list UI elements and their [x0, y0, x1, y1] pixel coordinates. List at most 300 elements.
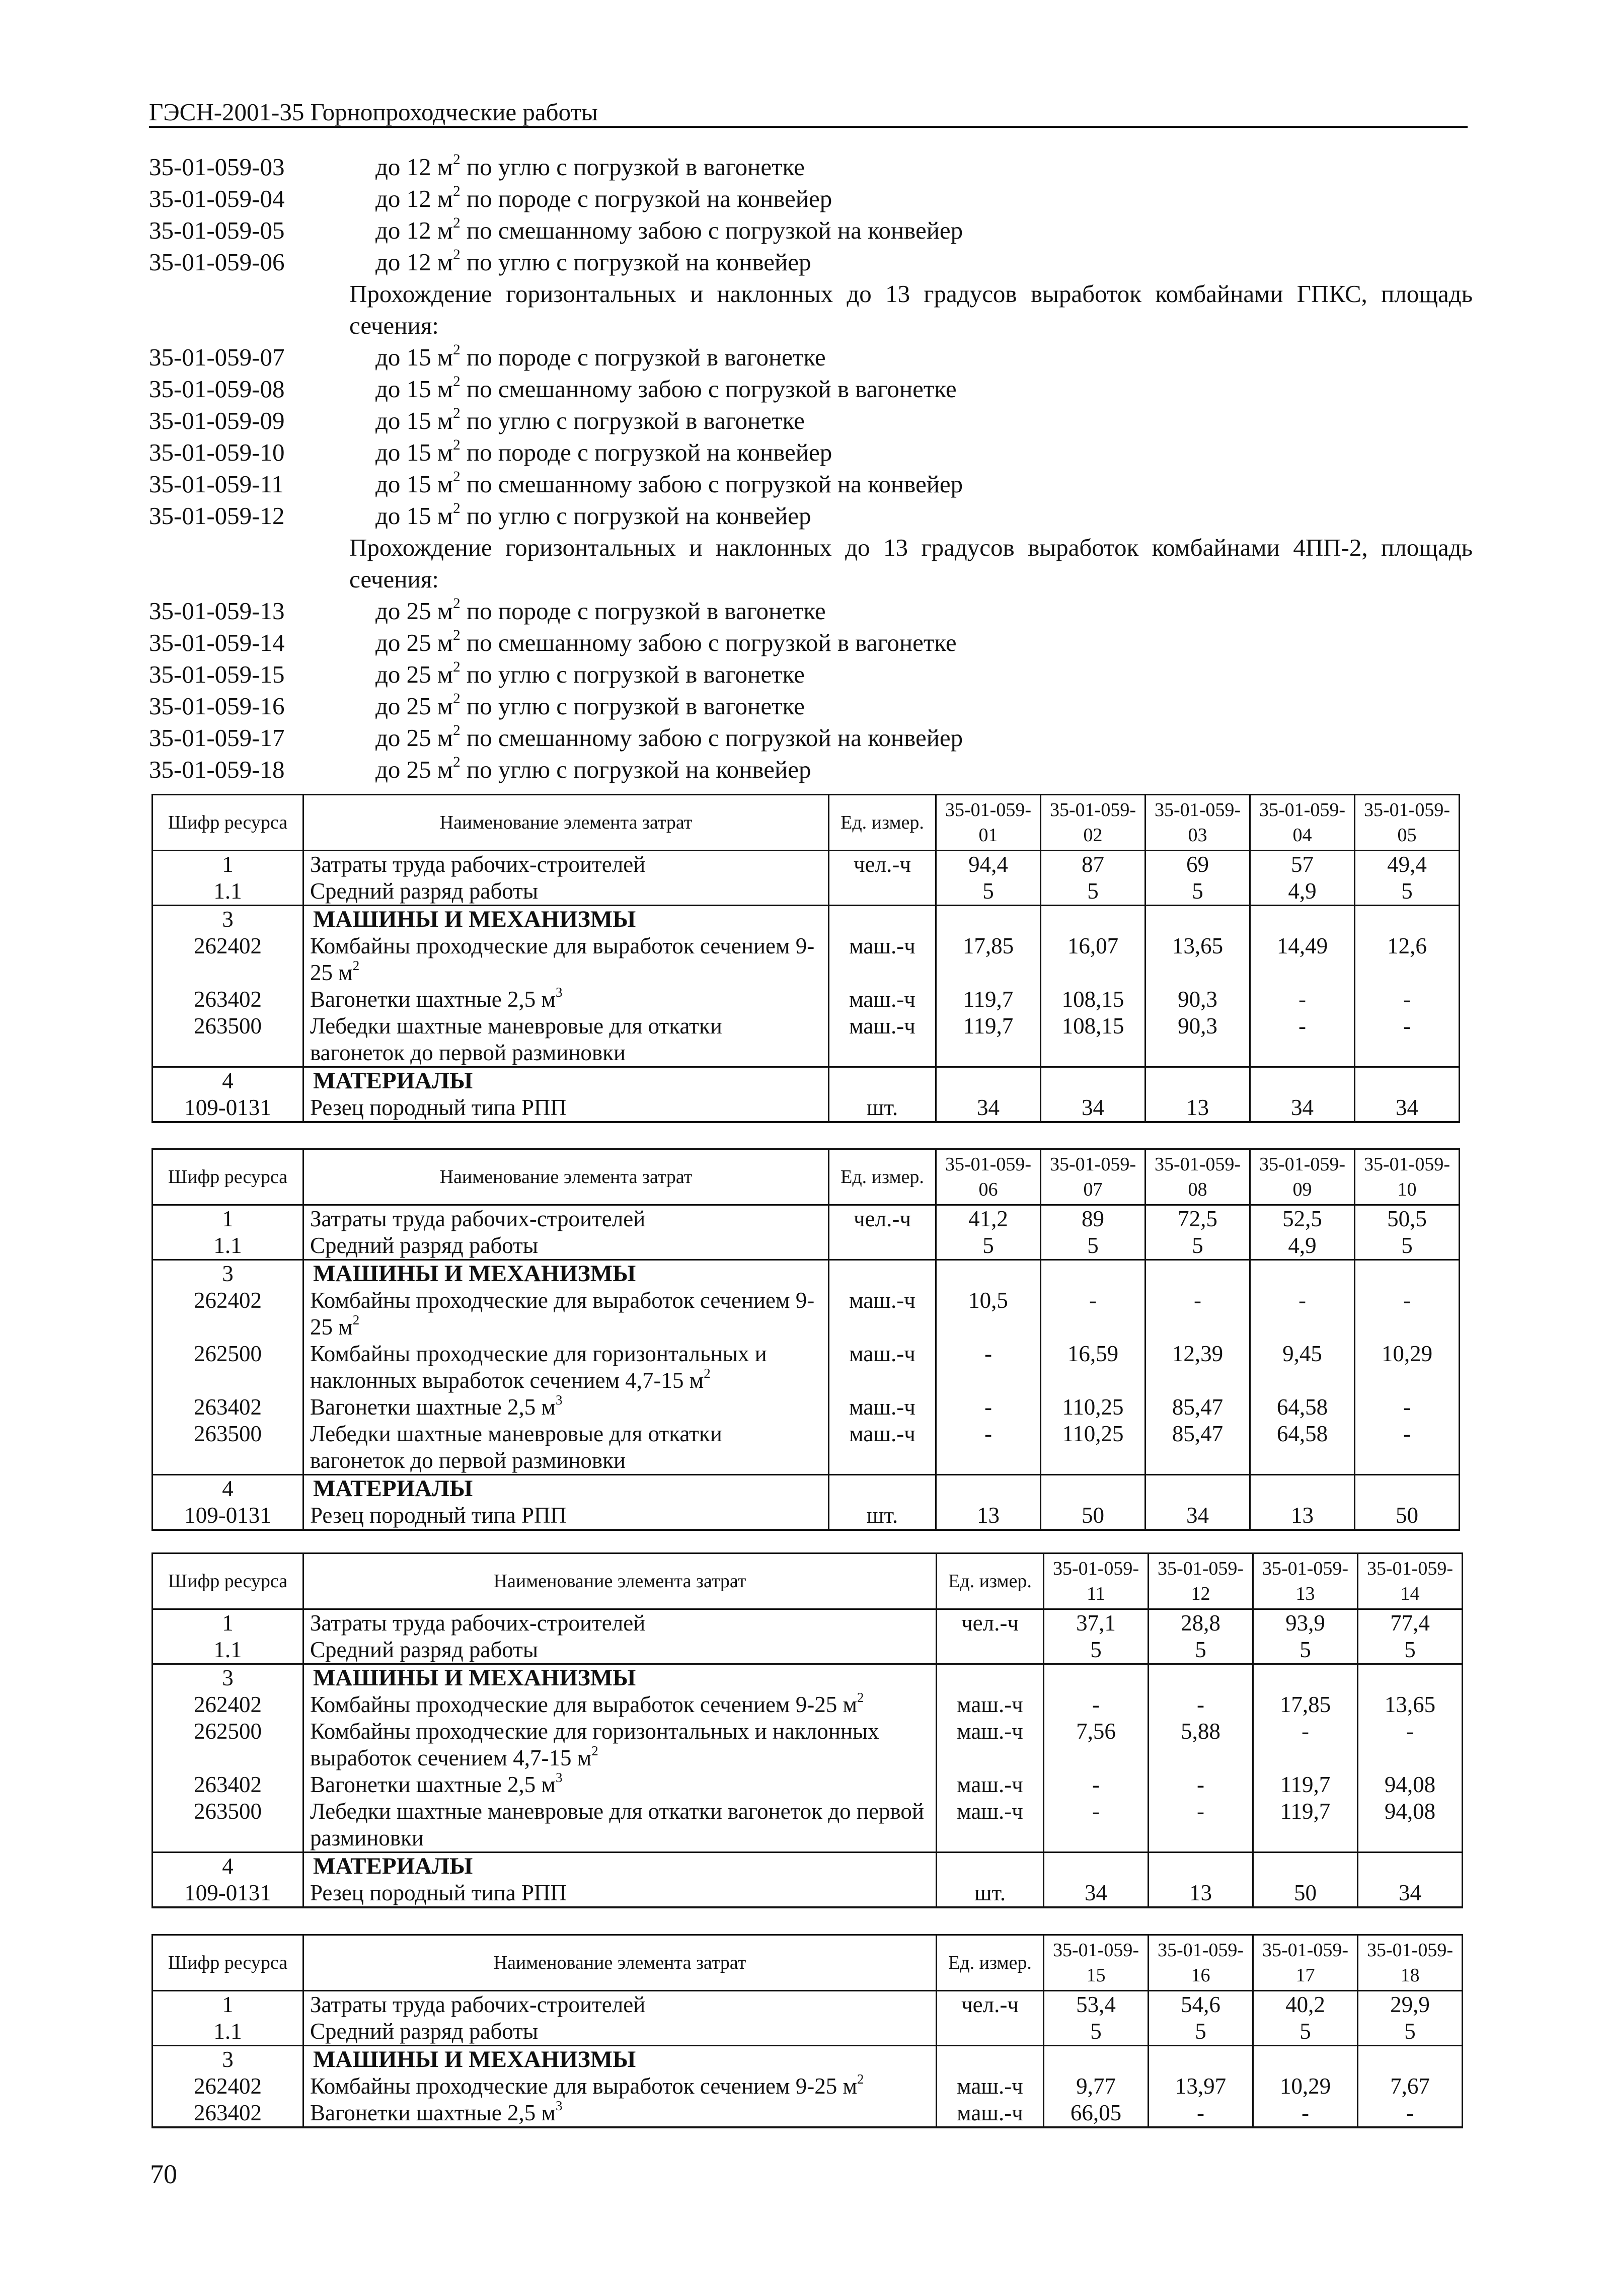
intro-text-post: по углю с погрузкой в вагонетке — [460, 660, 805, 688]
unit-cell: чел.-ч — [937, 1609, 1044, 1637]
table-row — [152, 1013, 1460, 1067]
section-row — [152, 1475, 1460, 1503]
intro-sup: 2 — [452, 436, 461, 453]
unit-cell — [829, 906, 936, 933]
resource-code: 262402 — [152, 933, 303, 986]
value-cell: 7,56 — [1044, 1718, 1149, 1771]
table-row — [152, 1718, 1463, 1771]
value-cell — [1253, 1853, 1358, 1880]
intro-item — [149, 341, 1473, 373]
value-cell: 50 — [1355, 1502, 1460, 1530]
resource-code: 262402 — [152, 2073, 303, 2100]
unit-cell: чел.-ч — [829, 1205, 936, 1233]
intro-text-pre: до 12 м — [375, 248, 453, 276]
resource-name-text: Комбайны проходческие для выработок сечением 9-25 м — [310, 1692, 857, 1717]
intro-text-pre: до 25 м — [375, 692, 453, 720]
header-row — [152, 1553, 1463, 1609]
value-cell: - — [936, 1421, 1041, 1475]
intro-sup: 2 — [452, 246, 461, 263]
value-cell: 53,4 — [1044, 1991, 1149, 2019]
resource-code: 3 — [152, 906, 303, 933]
value-cell: 13,65 — [1358, 1691, 1463, 1718]
resource-code: 1 — [152, 851, 303, 878]
header-column-code: 35-01-059-16 — [1149, 1935, 1253, 1991]
value-cell: 50 — [1253, 1880, 1358, 1907]
resource-name — [303, 2100, 937, 2127]
resource-name-text: Вагонетки шахтные 2,5 м — [310, 1394, 556, 1420]
value-cell: 13 — [1250, 1502, 1355, 1530]
resource-name — [303, 1798, 937, 1853]
table-row — [152, 1205, 1460, 1233]
value-cell: 5,88 — [1149, 1718, 1253, 1771]
header-row — [152, 1149, 1460, 1205]
value-cell: 13 — [1146, 1094, 1250, 1122]
header-row — [152, 795, 1460, 851]
value-cell: - — [1149, 1798, 1253, 1853]
value-cell: 7,67 — [1358, 2073, 1463, 2100]
resource-code: 1.1 — [152, 2018, 303, 2046]
table-row — [152, 1609, 1463, 1637]
resource-name — [303, 1287, 829, 1341]
intro-code: 35-01-059-08 — [149, 375, 285, 403]
value-cell: 110,25 — [1041, 1421, 1146, 1475]
intro-sup: 2 — [452, 595, 461, 612]
intro-code: 35-01-059-10 — [149, 438, 285, 466]
intro-text-pre: до 15 м — [375, 438, 453, 466]
value-cell — [1044, 2046, 1149, 2073]
intro-code: 35-01-059-11 — [149, 470, 284, 498]
value-cell: 94,4 — [936, 851, 1041, 878]
intro-text-pre: до 15 м — [375, 343, 453, 371]
resource-name-sup: 2 — [352, 1312, 360, 1327]
resource-code: 262500 — [152, 1718, 303, 1771]
value-cell: 5 — [1041, 1232, 1146, 1260]
value-cell: - — [1149, 1771, 1253, 1798]
resource-code: 263402 — [152, 986, 303, 1013]
value-cell: 13 — [1149, 1880, 1253, 1907]
table-group — [152, 1853, 1463, 1908]
unit-cell: маш.-ч — [937, 1718, 1044, 1771]
value-cell: 5 — [936, 1232, 1041, 1260]
value-cell: 9,77 — [1044, 2073, 1149, 2100]
intro-item — [149, 405, 1473, 436]
value-cell — [1358, 1853, 1463, 1880]
resource-name-sup: 2 — [857, 1691, 864, 1705]
value-cell — [1253, 1664, 1358, 1692]
intro-text — [349, 658, 805, 690]
value-cell: - — [1146, 1287, 1250, 1341]
section-title: МАШИНЫ И МЕХАНИЗМЫ — [303, 906, 829, 933]
value-cell: 4,9 — [1250, 1232, 1355, 1260]
table-group — [152, 1475, 1460, 1530]
resource-table-1 — [151, 794, 1460, 1123]
header-code: Шифр ресурса — [152, 1149, 303, 1205]
value-cell: 14,49 — [1250, 933, 1355, 986]
value-cell: 5 — [1358, 2018, 1463, 2046]
value-cell: 5 — [1253, 2018, 1358, 2046]
resource-table-4 — [151, 1934, 1463, 2128]
resource-code: 1 — [152, 1991, 303, 2019]
value-cell: 66,05 — [1044, 2100, 1149, 2127]
intro-text-post: по смешанному забою с погрузкой на конвейер — [460, 470, 963, 498]
intro-item — [149, 183, 1473, 214]
intro-text-post: по смешанному забою с погрузкой на конвейер — [460, 216, 963, 244]
table-group — [152, 1991, 1463, 2046]
resource-code: 4 — [152, 1475, 303, 1503]
value-cell: - — [1250, 986, 1355, 1013]
header-column-code: 35-01-059-10 — [1355, 1149, 1460, 1205]
value-cell — [1149, 2046, 1253, 2073]
value-cell: 28,8 — [1149, 1609, 1253, 1637]
value-cell: 34 — [1355, 1094, 1460, 1122]
section-title: МАШИНЫ И МЕХАНИЗМЫ — [303, 1664, 937, 1692]
value-cell: 5 — [1044, 2018, 1149, 2046]
intro-text — [349, 595, 826, 627]
resource-name-text: Вагонетки шахтные 2,5 м — [310, 1772, 556, 1797]
page-header — [149, 99, 1468, 128]
value-cell: 40,2 — [1253, 1991, 1358, 2019]
intro-text — [349, 436, 832, 468]
intro-sup: 2 — [452, 214, 461, 231]
value-cell — [936, 1260, 1041, 1288]
unit-cell — [937, 2018, 1044, 2046]
unit-cell — [937, 1664, 1044, 1692]
value-cell: 5 — [1358, 1637, 1463, 1664]
intro-text-post: по смешанному забою с погрузкой на конвейер — [460, 724, 963, 752]
resource-code: 1 — [152, 1609, 303, 1637]
value-cell: 90,3 — [1146, 986, 1250, 1013]
value-cell: - — [1044, 1798, 1149, 1853]
intro-item — [149, 436, 1473, 468]
intro-sup: 2 — [452, 341, 461, 358]
section-title: МАТЕРИАЛЫ — [303, 1475, 829, 1503]
table-group — [152, 2046, 1463, 2128]
header-unit: Ед. измер. — [937, 1935, 1044, 1991]
table-row — [152, 1771, 1463, 1798]
value-cell — [1146, 1260, 1250, 1288]
value-cell: 12,39 — [1146, 1341, 1250, 1394]
section-row — [152, 1664, 1463, 1692]
intro-sup: 2 — [452, 468, 461, 485]
header-unit: Ед. измер. — [829, 1149, 936, 1205]
resource-code: 1 — [152, 1205, 303, 1233]
value-cell: 119,7 — [936, 1013, 1041, 1067]
resource-code: 262500 — [152, 1341, 303, 1394]
value-cell: 64,58 — [1250, 1421, 1355, 1475]
table-row — [152, 1394, 1460, 1421]
value-cell: 72,5 — [1146, 1205, 1250, 1233]
table-row — [152, 1691, 1463, 1718]
value-cell: 5 — [1355, 878, 1460, 906]
intro-item — [149, 754, 1473, 785]
value-cell: 5 — [1149, 2018, 1253, 2046]
intro-item — [149, 214, 1473, 246]
resource-name-text: Затраты труда рабочих-строителей — [310, 1992, 646, 2017]
value-cell — [1041, 906, 1146, 933]
resource-name-text: Комбайны проходческие для выработок сечением 9-25 м — [310, 933, 815, 985]
table-row — [152, 878, 1460, 906]
resource-name-text: Резец породный типа РПП — [310, 1880, 567, 1905]
value-cell — [1250, 1475, 1355, 1503]
value-cell — [1250, 1260, 1355, 1288]
intro-text — [349, 373, 957, 405]
header-column-code: 35-01-059-18 — [1358, 1935, 1463, 1991]
resource-name — [303, 1609, 937, 1637]
resource-name-text: Комбайны проходческие для горизонтальных и наклонных выработок сечением 4,7-15 м — [310, 1341, 767, 1393]
value-cell — [1146, 906, 1250, 933]
section-row — [152, 1067, 1460, 1095]
resource-code: 263500 — [152, 1013, 303, 1067]
intro-heading — [149, 278, 1473, 341]
unit-cell — [829, 1475, 936, 1503]
intro-code: 35-01-059-09 — [149, 407, 285, 434]
page-number: 70 — [150, 2159, 177, 2189]
value-cell: 16,59 — [1041, 1341, 1146, 1394]
value-cell: 87 — [1041, 851, 1146, 878]
intro-sup: 2 — [452, 690, 461, 707]
intro-text — [349, 246, 811, 278]
value-cell: - — [1355, 1013, 1460, 1067]
intro-item — [149, 658, 1473, 690]
resource-code: 263402 — [152, 1394, 303, 1421]
table-group — [152, 1260, 1460, 1475]
value-cell — [1149, 1853, 1253, 1880]
resource-name — [303, 878, 829, 906]
resource-name-text: Комбайны проходческие для выработок сечением 9-25 м — [310, 1288, 815, 1340]
intro-sup: 2 — [452, 722, 461, 738]
resource-name-text: Средний разряд работы — [310, 1233, 539, 1258]
header-name: Наименование элемента затрат — [303, 1149, 829, 1205]
header-code: Шифр ресурса — [152, 1935, 303, 1991]
value-cell: 49,4 — [1355, 851, 1460, 878]
table-row — [152, 1798, 1463, 1853]
unit-cell: маш.-ч — [937, 1691, 1044, 1718]
table-row — [152, 1232, 1460, 1260]
unit-cell: маш.-ч — [937, 1771, 1044, 1798]
value-cell: - — [1355, 1421, 1460, 1475]
header-name: Наименование элемента затрат — [303, 1935, 937, 1991]
table-header — [152, 1553, 1463, 1609]
header-column-code: 35-01-059-02 — [1041, 795, 1146, 851]
header-name: Наименование элемента затрат — [303, 795, 829, 851]
header-column-code: 35-01-059-01 — [936, 795, 1041, 851]
intro-list — [149, 151, 1473, 785]
value-cell — [1041, 1475, 1146, 1503]
resource-name-text: Резец породный типа РПП — [310, 1503, 567, 1528]
intro-sup: 2 — [452, 658, 461, 675]
resource-code: 262402 — [152, 1691, 303, 1718]
value-cell: - — [1250, 1013, 1355, 1067]
intro-text-pre: до 12 м — [375, 153, 453, 181]
intro-text-post: по углю с погрузкой в вагонетке — [460, 407, 805, 434]
resource-name-sup: 2 — [591, 1743, 598, 1758]
resource-name — [303, 2073, 937, 2100]
value-cell: - — [1041, 1287, 1146, 1341]
value-cell: 17,85 — [1253, 1691, 1358, 1718]
resource-code: 3 — [152, 1664, 303, 1692]
value-cell: 16,07 — [1041, 933, 1146, 986]
value-cell: 5 — [1146, 878, 1250, 906]
value-cell — [1358, 2046, 1463, 2073]
resource-name — [303, 1502, 829, 1530]
value-cell: 77,4 — [1358, 1609, 1463, 1637]
table-row — [152, 1637, 1463, 1664]
unit-cell: чел.-ч — [937, 1991, 1044, 2019]
value-cell: - — [1253, 2100, 1358, 2127]
intro-text — [349, 722, 963, 754]
resource-name — [303, 1771, 937, 1798]
resource-name-text: Затраты труда рабочих-строителей — [310, 1206, 646, 1231]
intro-text-post: по смешанному забою с погрузкой в вагонетке — [460, 375, 957, 403]
intro-code: 35-01-059-04 — [149, 185, 285, 212]
value-cell — [1044, 1664, 1149, 1692]
value-cell: 34 — [1044, 1880, 1149, 1907]
value-cell: 110,25 — [1041, 1394, 1146, 1421]
resource-code: 262402 — [152, 1287, 303, 1341]
value-cell: 12,6 — [1355, 933, 1460, 986]
resource-name — [303, 2018, 937, 2046]
intro-text-post: по углю с погрузкой на конвейер — [460, 248, 811, 276]
value-cell: 108,15 — [1041, 1013, 1146, 1067]
table-row — [152, 1094, 1460, 1122]
value-cell: - — [1358, 1718, 1463, 1771]
resource-code: 109-0131 — [152, 1502, 303, 1530]
resource-name-sup: 2 — [704, 1365, 711, 1381]
section-row — [152, 2046, 1463, 2073]
intro-text — [349, 500, 811, 532]
value-cell: 85,47 — [1146, 1421, 1250, 1475]
table-row — [152, 933, 1460, 986]
value-cell: 50,5 — [1355, 1205, 1460, 1233]
value-cell: 119,7 — [936, 986, 1041, 1013]
value-cell — [1253, 2046, 1358, 2073]
table-row — [152, 1287, 1460, 1341]
section-title: МАШИНЫ И МЕХАНИЗМЫ — [303, 1260, 829, 1288]
value-cell: 17,85 — [936, 933, 1041, 986]
resource-code: 263500 — [152, 1421, 303, 1475]
header-column-code: 35-01-059-14 — [1358, 1553, 1463, 1609]
unit-cell: шт. — [937, 1880, 1044, 1907]
value-cell: 10,5 — [936, 1287, 1041, 1341]
intro-item — [149, 246, 1473, 278]
value-cell — [1355, 1067, 1460, 1095]
intro-text — [349, 214, 963, 246]
intro-heading — [149, 532, 1473, 595]
value-cell: 94,08 — [1358, 1771, 1463, 1798]
value-cell: 69 — [1146, 851, 1250, 878]
intro-item — [149, 595, 1473, 627]
resource-code: 3 — [152, 2046, 303, 2073]
intro-heading-text: Прохождение горизонтальных и наклонных до 13 градусов выработок комбайнами ГПКС, площадь сечения: — [349, 280, 1473, 339]
resource-code: 109-0131 — [152, 1094, 303, 1122]
resource-name — [303, 1205, 829, 1233]
intro-text-pre: до 12 м — [375, 216, 453, 244]
value-cell: - — [1149, 1691, 1253, 1718]
intro-text-post: по породе с погрузкой на конвейер — [460, 185, 832, 212]
resource-name — [303, 1637, 937, 1664]
table-row — [152, 851, 1460, 878]
table-group — [152, 1067, 1460, 1123]
resource-name-text: Комбайны проходческие для горизонтальных и наклонных выработок сечением 4,7-15 м — [310, 1719, 879, 1770]
value-cell: - — [1355, 1287, 1460, 1341]
value-cell: 90,3 — [1146, 1013, 1250, 1067]
intro-spacer — [149, 278, 349, 341]
header-unit: Ед. измер. — [829, 795, 936, 851]
intro-code: 35-01-059-14 — [149, 629, 285, 656]
resource-table-3 — [151, 1552, 1463, 1908]
resource-name-text: Средний разряд работы — [310, 2019, 539, 2044]
table-group — [152, 851, 1460, 906]
intro-text — [349, 468, 963, 500]
resource-code: 4 — [152, 1067, 303, 1095]
resource-name — [303, 1013, 829, 1067]
unit-cell: маш.-ч — [937, 2100, 1044, 2127]
resource-name-sup: 3 — [555, 986, 563, 1000]
intro-text-pre: до 25 м — [375, 597, 453, 625]
resource-name-text: Комбайны проходческие для выработок сечением 9-25 м — [310, 2073, 857, 2099]
value-cell: 52,5 — [1250, 1205, 1355, 1233]
value-cell: 13,65 — [1146, 933, 1250, 986]
unit-cell: маш.-ч — [829, 1013, 936, 1067]
resource-name — [303, 851, 829, 878]
table-group — [152, 906, 1460, 1067]
unit-cell: маш.-ч — [829, 1287, 936, 1341]
value-cell — [1044, 1853, 1149, 1880]
resource-code: 1.1 — [152, 878, 303, 906]
unit-cell — [829, 1260, 936, 1288]
header-column-code: 35-01-059-08 — [1146, 1149, 1250, 1205]
resource-code: 4 — [152, 1853, 303, 1880]
section-row — [152, 906, 1460, 933]
table-header — [152, 795, 1460, 851]
intro-text — [349, 151, 805, 183]
value-cell: 29,9 — [1358, 1991, 1463, 2019]
table-row — [152, 2100, 1463, 2127]
intro-sup: 2 — [452, 405, 461, 421]
unit-cell: маш.-ч — [829, 1394, 936, 1421]
intro-item — [149, 500, 1473, 532]
intro-text-post: по углю с погрузкой на конвейер — [460, 756, 811, 783]
intro-text-post: по углю с погрузкой в вагонетке — [460, 692, 805, 720]
resource-name-text: Вагонетки шахтные 2,5 м — [310, 2100, 556, 2125]
resource-table-2 — [151, 1148, 1460, 1531]
intro-text — [349, 754, 811, 785]
value-cell: 13,97 — [1149, 2073, 1253, 2100]
value-cell — [1250, 906, 1355, 933]
resource-name — [303, 933, 829, 986]
intro-sup: 2 — [452, 754, 461, 770]
unit-cell — [829, 1232, 936, 1260]
unit-cell — [937, 2046, 1044, 2073]
resource-name-sup: 3 — [555, 1771, 563, 1785]
value-cell: 10,29 — [1355, 1341, 1460, 1394]
value-cell: 34 — [1146, 1502, 1250, 1530]
value-cell: 41,2 — [936, 1205, 1041, 1233]
value-cell: - — [1355, 986, 1460, 1013]
value-cell: 89 — [1041, 1205, 1146, 1233]
value-cell — [1355, 1475, 1460, 1503]
table-group — [152, 1664, 1463, 1853]
value-cell: - — [936, 1341, 1041, 1394]
intro-text-post: по углю с погрузкой на конвейер — [460, 502, 811, 530]
value-cell — [1041, 1067, 1146, 1095]
table-row — [152, 1880, 1463, 1907]
unit-cell: маш.-ч — [829, 986, 936, 1013]
value-cell: - — [1149, 2100, 1253, 2127]
resource-code: 263402 — [152, 1771, 303, 1798]
value-cell: 9,45 — [1250, 1341, 1355, 1394]
intro-sup: 2 — [452, 373, 461, 390]
